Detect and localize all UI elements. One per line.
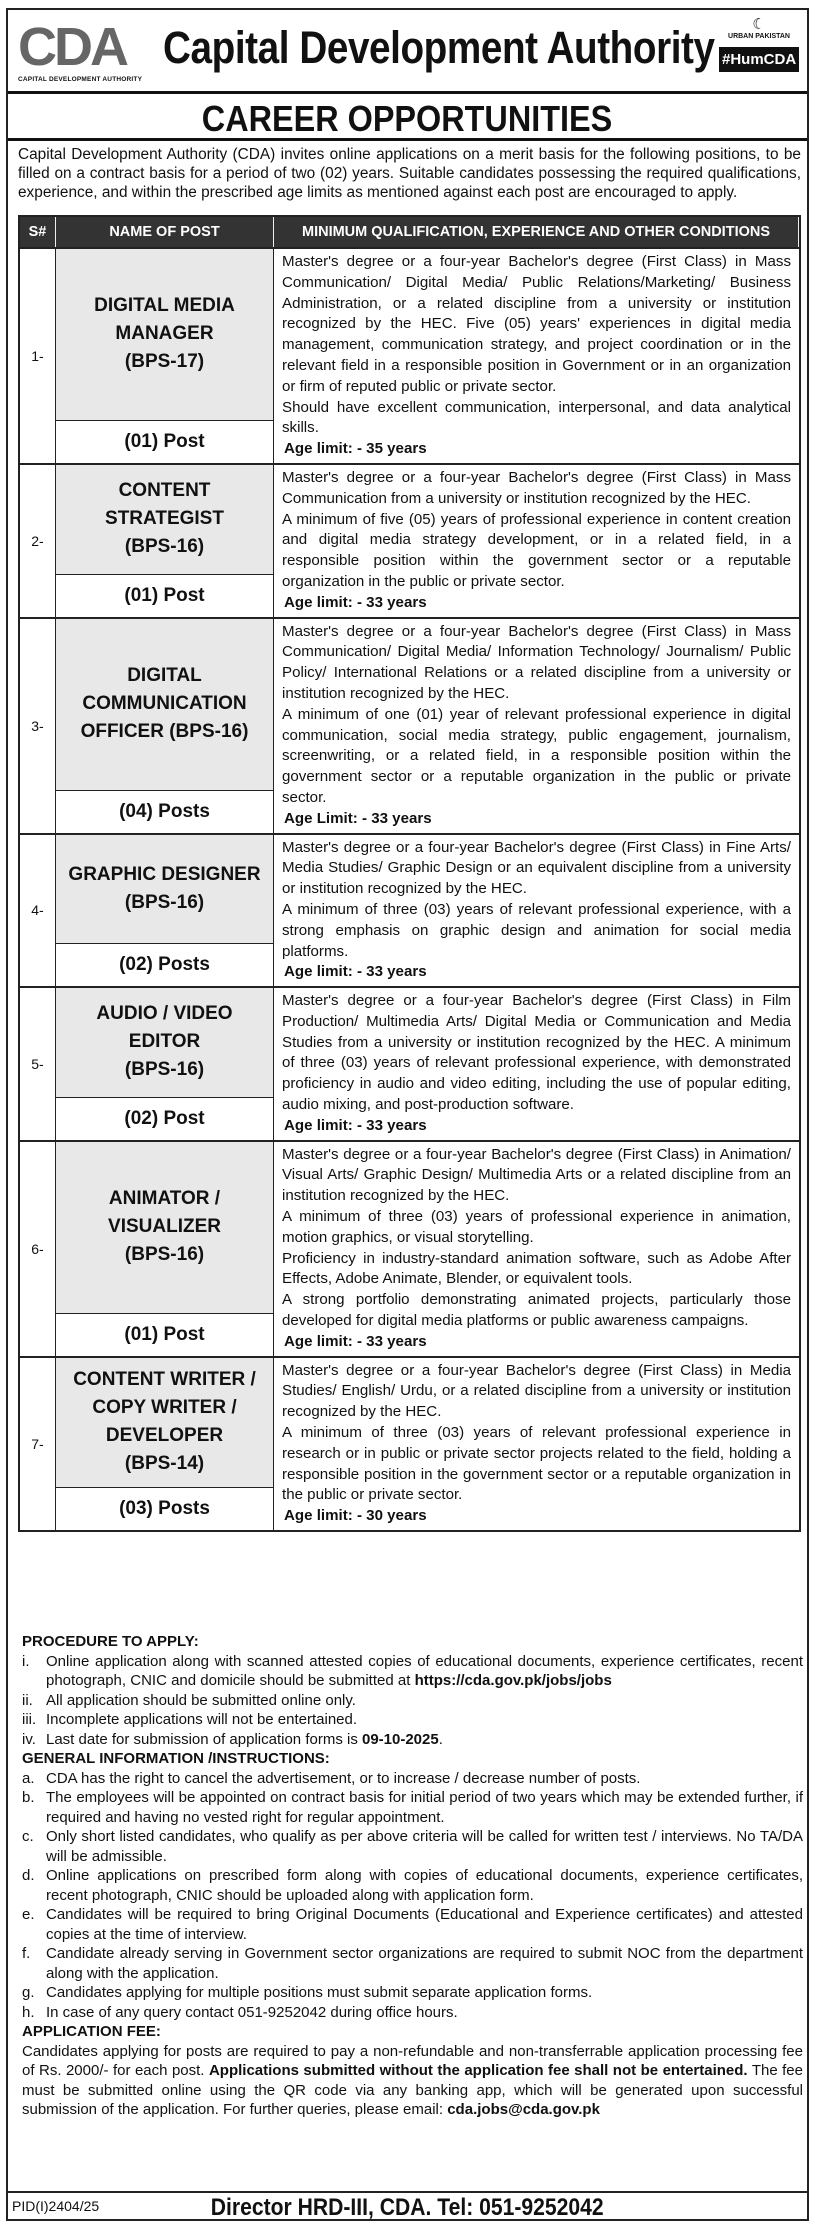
post-name: [56, 988, 273, 1098]
director-contact: [8, 2194, 807, 2222]
post-cell: [56, 249, 274, 463]
item-text: Last date for submission of application forms is: [46, 1730, 362, 1748]
intro-paragraph: Capital Development Authority (CDA) invites online applications on a merit basis for the following positions, to be filled on a contract basis for a period of two (02) years. Suitable candidates possessing the required qualifications, experience, and within the prescribed age limits as mentioned against each post are encouraged to apply.: [18, 146, 801, 201]
row-serial: 2-: [20, 465, 56, 617]
item-text: Online application along with scanned attested copies of educational documents, experience certificates, recent photograph, CNIC and domicile should be submitted at: [46, 1652, 803, 1689]
item-text-wrap: [46, 1983, 803, 2003]
post-count: (01) Post: [124, 584, 205, 606]
positions-table: [18, 215, 801, 1532]
post-name: [56, 465, 273, 575]
item-text-wrap: [46, 1710, 803, 1730]
condition-paragraph: A minimum of five (05) years of professional experience in content creation and digital media strategy development, or in a related field, in a responsible position within the government sector or a reputable organization in the public or private sector.: [282, 510, 791, 590]
post-name-line: CONTENT WRITER /: [73, 1369, 256, 1391]
item-marker: iv.: [22, 1730, 36, 1748]
item-text-wrap: [46, 1827, 803, 1866]
condition-paragraph: Master's degree or a four-year Bachelor's degree (First Class) in Mass Communication from a university or institution recognized by the HEC.: [282, 468, 791, 507]
age-limit: Age limit: - 33 years: [284, 1332, 427, 1350]
age-limit: Age limit: - 35 years: [284, 440, 427, 458]
post-name: [56, 619, 273, 791]
item-text: Only short listed candidates, who qualify as per above criteria will be called for written test / interviews. No TA/DA will be admissible.: [46, 1828, 803, 1865]
post-name-line: (BPS-16): [124, 891, 205, 913]
item-marker: g.: [22, 1984, 35, 2001]
condition-paragraph: A strong portfolio demonstrating animated projects, particularly those developed for digital media platforms or public awareness campaigns.: [282, 1291, 791, 1330]
condition-paragraph: Should have excellent communication, interpersonal, and data analytical skills.: [282, 398, 791, 437]
row-serial: 5-: [20, 988, 56, 1140]
header-conditions: MINIMUM QUALIFICATION, EXPERIENCE AND OTHER CONDITIONS: [274, 217, 799, 247]
item-marker: h.: [22, 2003, 35, 2021]
post-name-line: GRAPHIC DESIGNER: [68, 863, 261, 885]
post-name-line: (BPS-17): [124, 351, 205, 373]
table-header: [20, 217, 799, 247]
post-count: (01) Post: [124, 1323, 205, 1345]
item-text-wrap: [46, 1866, 803, 1905]
condition-paragraph: Master's degree or a four-year Bachelor's degree (First Class) in Mass Communication/ Digital Media/ Public Relations/Marketing/ Business Administration, or a related discipline from a university or institution recognized by the HEC. Five (05) years' experiences in digital media management, communication strategy, and project coordination or in the relevant field in a responsible position in Government or in an organization or firm of reputed public or private sector.: [282, 253, 791, 395]
condition-paragraph: Master's degree or a four-year Bachelor's degree (First Class) in Film Production/ Multimedia Arts/ Digital Media or Communication and Media Studies from a university or institution recognized by the HEC. A minimum of three (03) years of relevant professional experience, with demonstrated proficiency in audio and video editing, including the use of popular editing, audio mixing, and post-production software.: [282, 992, 791, 1114]
deadline-date: 09-10-2025: [361, 1730, 439, 1748]
item-text-wrap: [46, 1691, 803, 1711]
post-name: [56, 249, 273, 421]
row-serial: 1-: [20, 249, 56, 463]
post-cell: [56, 1142, 274, 1356]
item-marker: ii.: [22, 1691, 33, 1709]
age-limit: Age Limit: - 33 years: [284, 809, 432, 827]
item-text-wrap: [46, 1944, 803, 1983]
post-name: [56, 1142, 273, 1314]
post-name-line: ANIMATOR /: [108, 1188, 221, 1210]
contact-email-link[interactable]: cda.jobs@cda.gov.pk: [447, 2101, 600, 2118]
item-text: Online applications on prescribed form along with copies of educational documents, experience certificates, recent photograph, CNIC should be uploaded along with application form.: [46, 1867, 803, 1904]
condition-paragraph: Master's degree or a four-year Bachelor's degree (First Class) in Fine Arts/ Media Studies/ Graphic Design or an equivalent discipline from a university or institution recognized by the HEC.: [282, 838, 791, 898]
conditions-cell: [274, 465, 799, 617]
fee-paragraph: [22, 2042, 803, 2120]
table-row: [20, 986, 799, 1140]
item-text: In case of any query contact 051-9252042 during office hours.: [46, 2003, 458, 2021]
item-text-wrap: [46, 1769, 803, 1789]
row-serial: 3-: [20, 619, 56, 833]
item-text: The employees will be appointed on contract basis for initial period of two years which may be extended further, if required and having no vested right for regular appointment.: [46, 1789, 803, 1826]
fee-text-2: The fee must be submitted online using the QR code via any banking app, which will be generated upon successful submission of the application. For further queries, please email:: [22, 2062, 803, 2118]
fee-title: APPLICATION FEE:: [22, 2023, 161, 2040]
post-count: (02) Posts: [119, 954, 210, 976]
logo-tagline: CAPITAL DEVELOPMENT AUTHORITY: [18, 76, 143, 83]
age-limit: Age limit: - 30 years: [284, 1507, 427, 1525]
post-name-line: CONTENT: [118, 480, 211, 502]
item-marker: iii.: [22, 1711, 37, 1728]
fee-text-1: Candidates applying for posts are required to pay a non-refundable and non-transferrable application processing fee of Rs. 2000/- for each post.: [22, 2042, 803, 2079]
post-name-line: DIGITAL: [127, 665, 202, 687]
post-name-line: VISUALIZER: [108, 1216, 221, 1238]
conditions-cell: [274, 1142, 799, 1356]
item-text: CDA has the right to cancel the advertisement, or to increase / decrease number of posts.: [46, 1769, 641, 1787]
instruction-item: [22, 1983, 803, 2003]
post-name: [56, 835, 273, 945]
post-cell: [56, 619, 274, 833]
item-marker: f.: [22, 1945, 31, 1962]
post-name-line: MANAGER: [115, 323, 214, 345]
organization-title: Capital Development Authority: [163, 22, 715, 73]
urban-pakistan-icon: ☾: [752, 16, 766, 33]
condition-paragraph: A minimum of one (01) year of relevant professional experience in digital communication, social media strategy, public engagement, journalism, screenwriting, or a related field, in a responsible position within the government sector or a reputable organization in the public or private sector.: [282, 705, 791, 806]
age-limit: Age limit: - 33 years: [284, 1116, 427, 1134]
jobs-portal-link[interactable]: https://cda.gov.pk/jobs/jobs: [414, 1672, 612, 1689]
career-banner-text: CAREER OPPORTUNITIES: [202, 98, 613, 139]
post-name-line: OFFICER (BPS-16): [80, 721, 249, 743]
item-text: Incomplete applications will not be entertained.: [46, 1711, 358, 1728]
item-marker: a.: [22, 1769, 35, 1787]
post-count: (02) Post: [124, 1107, 205, 1129]
conditions-cell: [274, 988, 799, 1140]
condition-paragraph: A minimum of three (03) years of professional experience in animation, motion graphics, or visual storytelling.: [282, 1208, 791, 1246]
post-name-line: (BPS-16): [124, 1244, 205, 1266]
item-text: All application should be submitted online only.: [46, 1691, 356, 1709]
table-row: [20, 1140, 799, 1356]
urban-pakistan-logo: [719, 18, 799, 41]
item-marker: c.: [22, 1828, 34, 1845]
condition-paragraph: Master's degree or a four-year Bachelor's degree (First Class) in Mass Communication/ Digital Media/ Information Technology/ Journalism/ Public Policy/ International Relations or a related discipline from a university or institution recognized by the HEC.: [282, 622, 791, 702]
item-marker: i.: [22, 1652, 30, 1670]
post-cell: [56, 1358, 274, 1530]
row-serial: 6-: [20, 1142, 56, 1356]
conditions-cell: [274, 1358, 799, 1530]
instruction-item: [22, 1944, 803, 1983]
instructions-section: [22, 1632, 803, 2120]
procedure-title: PROCEDURE TO APPLY:: [22, 1633, 199, 1650]
age-limit: Age limit: - 33 years: [284, 963, 427, 981]
instruction-item: [22, 1788, 803, 1827]
instruction-item: [22, 1691, 803, 1711]
instruction-item: [22, 1769, 803, 1789]
procedure-list: [22, 1652, 803, 1750]
urban-pakistan-text: URBAN PAKISTAN: [728, 33, 790, 40]
post-count: (03) Posts: [119, 1498, 210, 1520]
row-serial: 7-: [20, 1358, 56, 1530]
footer: [8, 2191, 807, 2221]
pid-number: PID(I)2404/25: [12, 2198, 100, 2214]
table-row: [20, 833, 799, 987]
director-contact-text: Director HRD-III, CDA. Tel: 051-9252042: [211, 2194, 604, 2221]
item-marker: d.: [22, 1867, 35, 1884]
post-count: (04) Posts: [119, 800, 210, 822]
advertisement-page: [6, 8, 809, 2221]
post-name-line: (BPS-16): [124, 1059, 205, 1081]
post-name-line: DEVELOPER: [105, 1425, 224, 1447]
instruction-item: [22, 1827, 803, 1866]
conditions-cell: [274, 619, 799, 833]
instruction-item: [22, 1710, 803, 1730]
header-post: NAME OF POST: [56, 217, 274, 247]
header: [8, 10, 807, 94]
conditions-cell: [274, 249, 799, 463]
item-text: Candidate already serving in Government sector organizations are required to submit NOC from the department along with the application.: [46, 1945, 803, 1982]
age-limit: Age limit: - 33 years: [284, 593, 427, 611]
brand-block: [719, 18, 799, 72]
post-name-line: DIGITAL MEDIA: [94, 295, 235, 317]
cda-logo: [18, 17, 153, 84]
table-row: [20, 1356, 799, 1530]
item-marker: b.: [22, 1789, 35, 1806]
post-name: [56, 1358, 273, 1488]
career-banner: [8, 97, 807, 141]
post-cell: [56, 465, 274, 617]
item-text: Candidates will be required to bring Original Documents (Educational and Experience certificates) and attested copies at the time of interview.: [46, 1906, 803, 1943]
item-text: Candidates applying for multiple positions must submit separate application forms.: [46, 1984, 593, 2001]
post-name-line: (BPS-16): [124, 536, 205, 558]
post-cell: [56, 835, 274, 987]
post-name-line: (BPS-14): [124, 1453, 205, 1475]
header-sn: S#: [20, 217, 56, 247]
table-row: [20, 463, 799, 617]
item-text-wrap: [46, 2003, 803, 2023]
condition-paragraph: Proficiency in industry-standard animation software, such as Adobe After Effects, Adobe Animate, Blender, or equivalent tools.: [282, 1249, 791, 1288]
post-cell: [56, 988, 274, 1140]
instruction-item: [22, 1866, 803, 1905]
hashtag-badge: #HumCDA: [719, 47, 799, 72]
post-name-line: COPY WRITER /: [92, 1397, 237, 1419]
item-text-after: .: [438, 1730, 443, 1748]
item-text-wrap: [46, 1788, 803, 1827]
item-text-wrap: [46, 1730, 803, 1750]
fee-warning: Applications submitted without the application fee shall not be entertained.: [208, 2062, 748, 2079]
post-name-line: AUDIO / VIDEO EDITOR: [96, 1003, 233, 1053]
condition-paragraph: Master's degree or a four-year Bachelor's degree (First Class) in Media Studies/ English/ Urdu, or a related discipline from a university or institution recognized by the HEC.: [282, 1361, 791, 1421]
item-marker: e.: [22, 1906, 35, 1923]
table-row: [20, 247, 799, 463]
condition-paragraph: Master's degree or a four-year Bachelor's degree (First Class) in Animation/ Visual Arts/ Graphic Design/ Multimedia Arts or a related discipline from an institution recognized by the HEC.: [282, 1145, 791, 1205]
instruction-item: [22, 1730, 803, 1750]
item-text-wrap: [46, 1905, 803, 1944]
instruction-item: [22, 1652, 803, 1691]
row-serial: 4-: [20, 835, 56, 987]
instruction-item: [22, 2003, 803, 2023]
post-name-line: STRATEGIST: [105, 508, 224, 530]
instruction-item: [22, 1905, 803, 1944]
post-count: (01) Post: [124, 430, 205, 452]
table-row: [20, 617, 799, 833]
logo-letters: CDA: [18, 17, 126, 77]
general-title: GENERAL INFORMATION /INSTRUCTIONS:: [22, 1750, 330, 1767]
conditions-cell: [274, 835, 799, 987]
item-text-wrap: [46, 1652, 803, 1691]
general-list: [22, 1769, 803, 2023]
condition-paragraph: A minimum of three (03) years of relevant professional experience, with a strong emphasis on graphic design and animation for social media platforms.: [282, 900, 791, 960]
post-name-line: COMMUNICATION: [82, 693, 247, 715]
condition-paragraph: A minimum of three (03) years of relevant professional experience in research or in public or private sector projects related to the field, holding a responsible position in the government sector or a reputable organization in the public or private sector.: [282, 1424, 791, 1504]
